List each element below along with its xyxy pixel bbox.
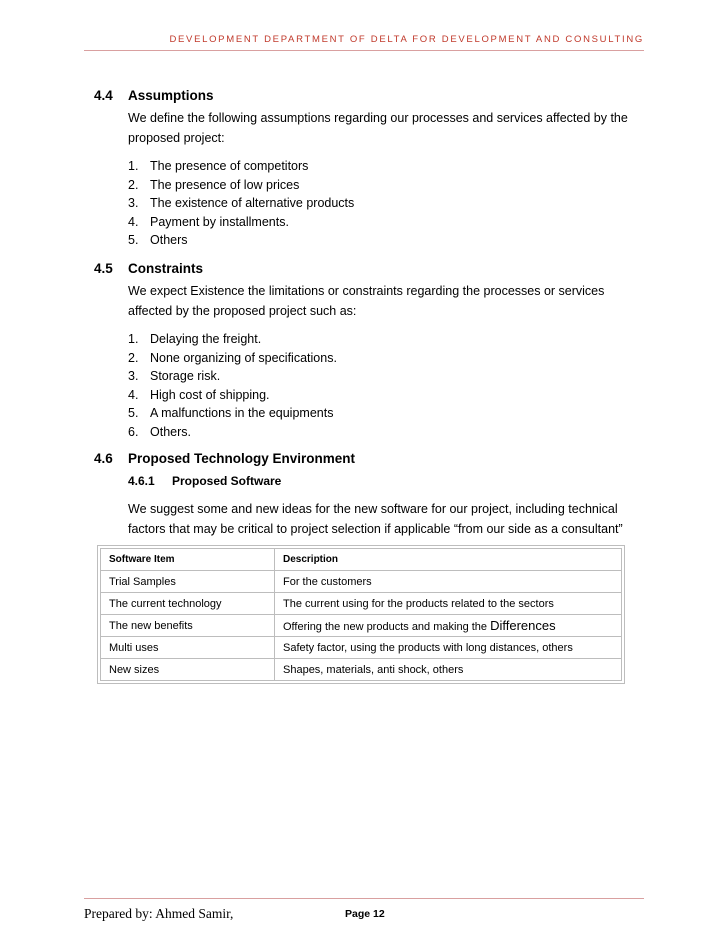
section-technology (84, 451, 644, 539)
section-intro: We define the following assumptions regarding our processes and services affected by the proposed project: (128, 111, 628, 145)
page-header: DEVELOPMENT DEPARTMENT OF DELTA FOR DEVELOPMENT AND CONSULTING (169, 34, 644, 45)
table-cell: Safety factor, using the products with long distances, others (275, 637, 622, 659)
assumptions-list (128, 157, 644, 250)
footer-rule (84, 898, 644, 899)
section-intro: We suggest some and new ideas for the new software for our project, including technical factors that may be critical to project selection if applicable “from our side as a consultant” (128, 502, 623, 536)
subsection-heading (128, 474, 644, 488)
table-row (101, 615, 622, 637)
section-title: Proposed Technology Environment (128, 451, 356, 466)
list-item: 1. The presence of competitors (128, 159, 309, 173)
list-item: 1. Delaying the freight. (128, 332, 262, 346)
table-row (101, 571, 622, 593)
table-row (101, 593, 622, 615)
subsection-title: Proposed Software (172, 474, 282, 488)
table-cell: New sizes (101, 659, 275, 681)
constraints-list (128, 330, 644, 441)
list-item: 3. The existence of alternative products (128, 196, 355, 210)
list-item: 5. A malfunctions in the equipments (128, 406, 334, 420)
section-number: 4.4 (94, 88, 113, 103)
table-cell: Offering the new products and making the Differences (275, 615, 622, 637)
section-number: 4.6 (94, 451, 113, 466)
list-item: 4. High cost of shipping. (128, 387, 270, 402)
section-assumptions (84, 88, 644, 250)
subsection-number: 4.6.1 (128, 474, 155, 488)
column-header: Software Item (101, 549, 275, 571)
section-number: 4.5 (94, 261, 113, 276)
table-cell: Multi uses (101, 637, 275, 659)
list-item: 3. Storage risk. (128, 369, 221, 383)
table-cell: The current technology (101, 593, 275, 615)
table-cell: For the customers (275, 571, 622, 593)
section-heading (84, 261, 644, 276)
software-table (100, 548, 622, 681)
table-cell: The current using for the products related to the sectors (275, 593, 622, 615)
table-cell: Shapes, materials, anti shock, others (275, 659, 622, 681)
table-row (101, 637, 622, 659)
list-item: 5. Others (128, 233, 188, 247)
section-intro: We expect Existence the limitations or constraints regarding the processes or services affected by the proposed project such as: (128, 284, 605, 318)
section-constraints (84, 261, 644, 441)
section-heading (84, 451, 644, 466)
table-cell: The new benefits (101, 615, 275, 637)
list-item: 6. Others. (128, 424, 191, 439)
header-rule (84, 50, 644, 51)
column-header: Description (275, 549, 622, 571)
table-cell: Trial Samples (101, 571, 275, 593)
page-number: Page 12 (345, 908, 385, 920)
section-title: Constraints (128, 261, 204, 276)
list-item: 2. None organizing of specifications. (128, 350, 337, 365)
table-header-row (101, 549, 622, 571)
list-item: 4. Payment by installments. (128, 214, 289, 229)
section-heading (84, 88, 644, 103)
section-title: Assumptions (128, 88, 214, 103)
list-item: 2. The presence of low prices (128, 177, 300, 192)
table-row (101, 659, 622, 681)
prepared-by: Prepared by: Ahmed Samir, (84, 906, 234, 921)
